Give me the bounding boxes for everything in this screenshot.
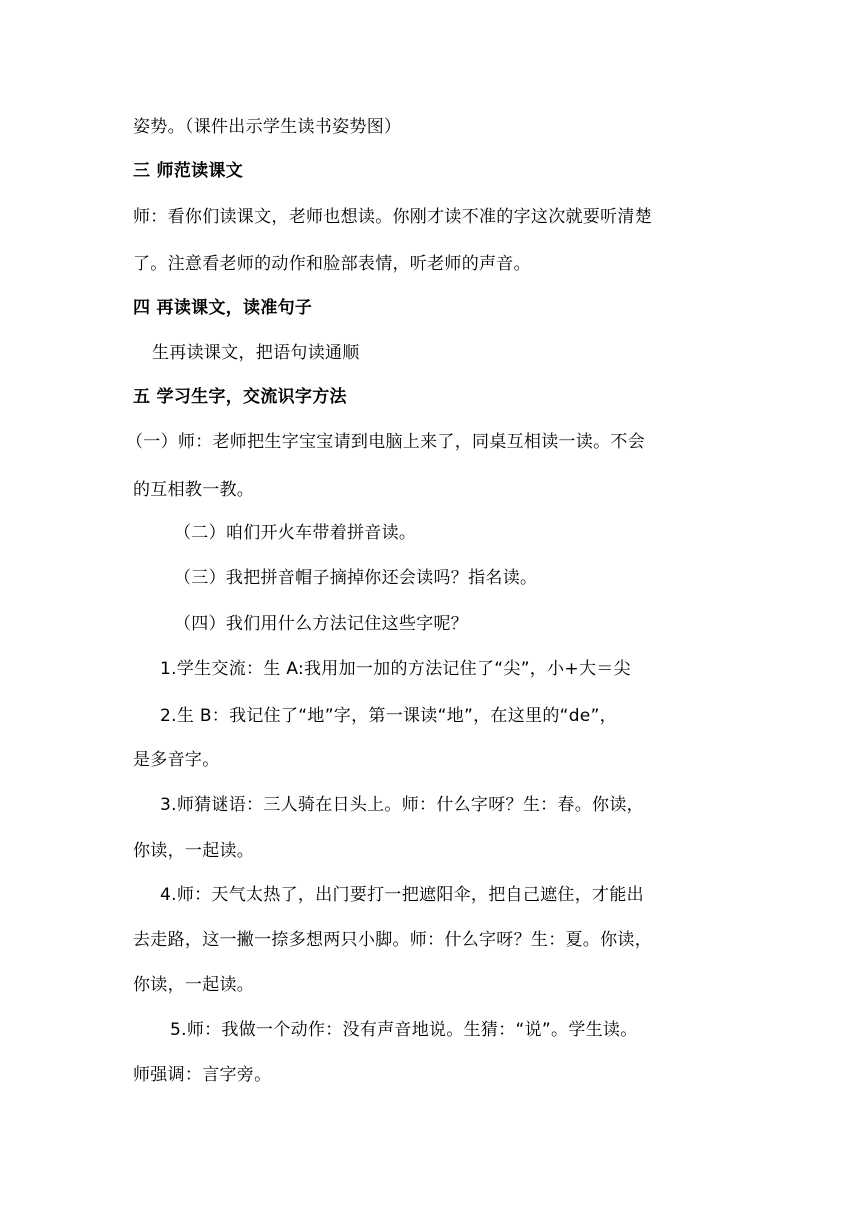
- section-heading: 三 师范读课文: [133, 161, 244, 181]
- text-line: 1.学生交流：生 A:我用加一加的方法记住了“尖”，小+大＝尖: [160, 659, 631, 679]
- text-line: 了。注意看老师的动作和脸部表情，听老师的声音。: [133, 254, 531, 274]
- text-line: 的互相教一教。: [133, 480, 255, 500]
- section-heading: 四 再读课文，读准句子: [133, 298, 313, 318]
- text-line: 你读，一起读。: [133, 841, 255, 861]
- text-line: 师：看你们读课文，老师也想读。你刚才读不准的字这次就要听清楚: [133, 207, 652, 227]
- text-line: 是多音字。: [133, 750, 220, 770]
- text-line: （一）师：老师把生字宝宝请到电脑上来了，同桌互相读一读。不会: [126, 432, 645, 452]
- text-line: 生再读课文，把语句读通顺: [152, 343, 360, 363]
- text-line: （二）咱们开火车带着拼音读。: [174, 523, 417, 543]
- text-line: 4.师：天气太热了，出门要打一把遮阳伞，把自己遮住，才能出: [160, 885, 644, 905]
- section-heading: 五 学习生字，交流识字方法: [133, 387, 347, 407]
- text-line: 3.师猜谜语：三人骑在日头上。师：什么字呀？生：春。你读，: [160, 795, 644, 815]
- text-line: 师强调：言字旁。: [133, 1065, 272, 1085]
- text-line: （三）我把拼音帽子摘掉你还会读吗？指名读。: [174, 568, 538, 588]
- text-line: 5.师：我做一个动作：没有声音地说。生猜：“说”。学生读。: [170, 1020, 638, 1040]
- text-line: 去走路，这一撇一捺多想两只小脚。师：什么字呀？生：夏。你读，: [133, 930, 652, 950]
- text-line: （四）我们用什么方法记住这些字呢？: [174, 614, 469, 634]
- text-line: 2.生 B：我记住了“地”字，第一课读“地”，在这里的“de”，: [160, 706, 617, 726]
- text-line: 你读，一起读。: [133, 975, 255, 995]
- text-line: 姿势。（课件出示学生读书姿势图）: [133, 117, 402, 137]
